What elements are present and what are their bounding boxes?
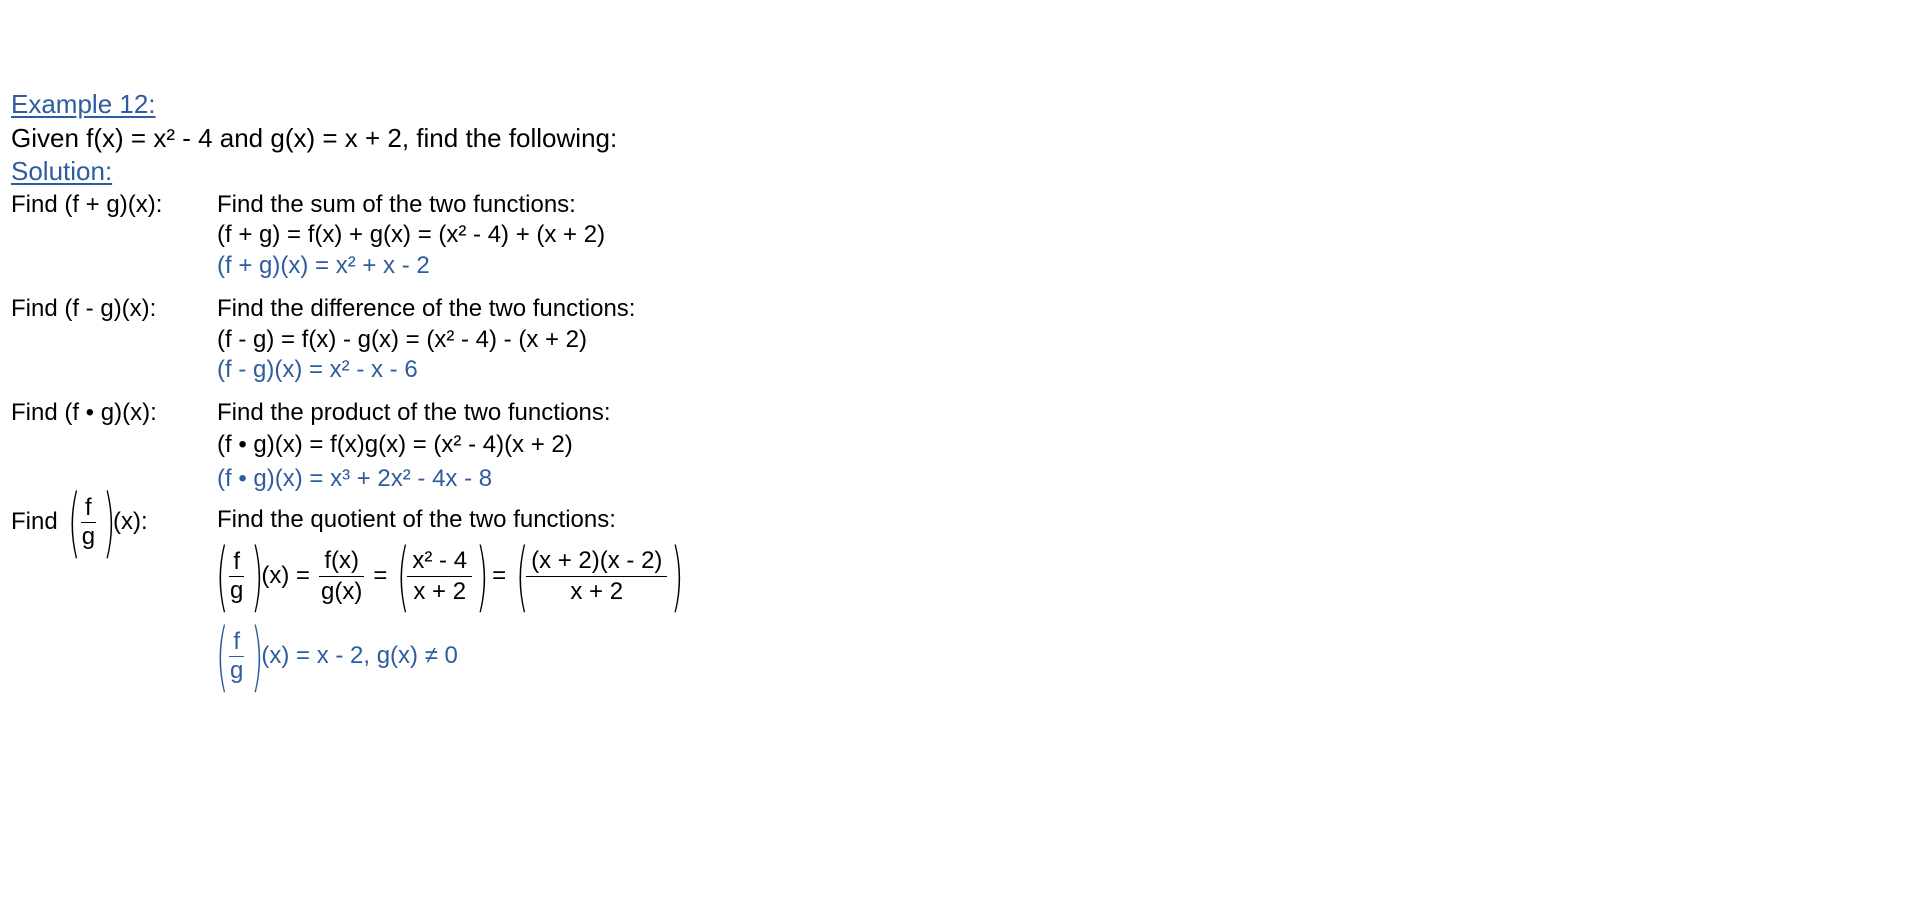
fraction-numerator: f(x) [319,546,364,577]
fraction-numerator: f [229,548,244,577]
right-paren: ) [103,477,116,566]
fraction-denominator: x + 2 [570,577,624,605]
right-paren: ) [476,531,489,620]
fx-over-gx-fraction [316,546,367,607]
fraction-denominator: g [230,656,244,684]
product-step: (f • g)(x) = f(x)g(x) = (x² - 4)(x + 2) [217,431,573,458]
sum-step: (f + g) = f(x) + g(x) = (x² - 4) + (x + 2) [217,221,606,248]
difference-description: Find the difference of the two functions: [217,295,636,322]
product-result: (f • g)(x) = x³ + 2x² - 4x - 8 [217,465,493,492]
fraction-numerator: x² - 4 [407,546,472,577]
fraction-denominator: g(x) [321,577,363,605]
difference-step: (f - g) = f(x) - g(x) = (x² - 4) - (x + 2) [217,326,588,353]
given-statement: Given f(x) = x² - 4 and g(x) = x + 2, find the following: [11,123,618,153]
equals-sign: = [373,562,388,589]
quotient-label [11,477,148,566]
quotient-result-text: (x) = x - 2, g(x) ≠ 0 [261,642,458,669]
left-paren: ( [216,531,229,620]
product-description: Find the product of the two functions: [217,399,611,426]
fraction-numerator: (x + 2)(x - 2) [526,546,667,577]
quotient-step [212,531,684,620]
solution-label: Solution: [11,156,113,186]
f-over-g-fraction [226,548,247,605]
left-paren: ( [516,531,529,620]
fraction-denominator: x + 2 [413,577,467,605]
right-paren: ) [251,611,264,700]
sum-description: Find the sum of the two functions: [217,191,576,218]
fraction-numerator: f [81,494,96,523]
quotient-label-prefix: Find [11,508,58,535]
difference-label: Find (f - g)(x): [11,295,157,322]
factored-fraction [526,546,667,607]
fraction-denominator: g [230,576,244,604]
quotient-result [212,611,458,700]
quotient-description: Find the quotient of the two functions: [217,506,616,533]
quotient-step-x: (x) = [261,562,311,589]
fraction-denominator: g [81,522,96,550]
left-paren: ( [397,531,410,620]
example-title: Example 12: [11,89,156,119]
left-paren: ( [216,611,229,700]
right-paren: ) [671,531,684,620]
left-paren: ( [67,477,81,566]
equals-sign: = [492,562,507,589]
fraction-numerator: f [229,628,244,657]
difference-result: (f - g)(x) = x² - x - 6 [217,356,418,383]
sum-result: (f + g)(x) = x² + x - 2 [217,252,430,279]
quotient-label-suffix: (x): [113,508,148,535]
sum-label: Find (f + g)(x): [11,191,163,218]
right-paren: ) [251,531,264,620]
product-label: Find (f • g)(x): [11,399,157,426]
f-over-g-fraction [78,494,99,551]
f-over-g-fraction [226,628,247,685]
polynomial-fraction [407,546,472,607]
